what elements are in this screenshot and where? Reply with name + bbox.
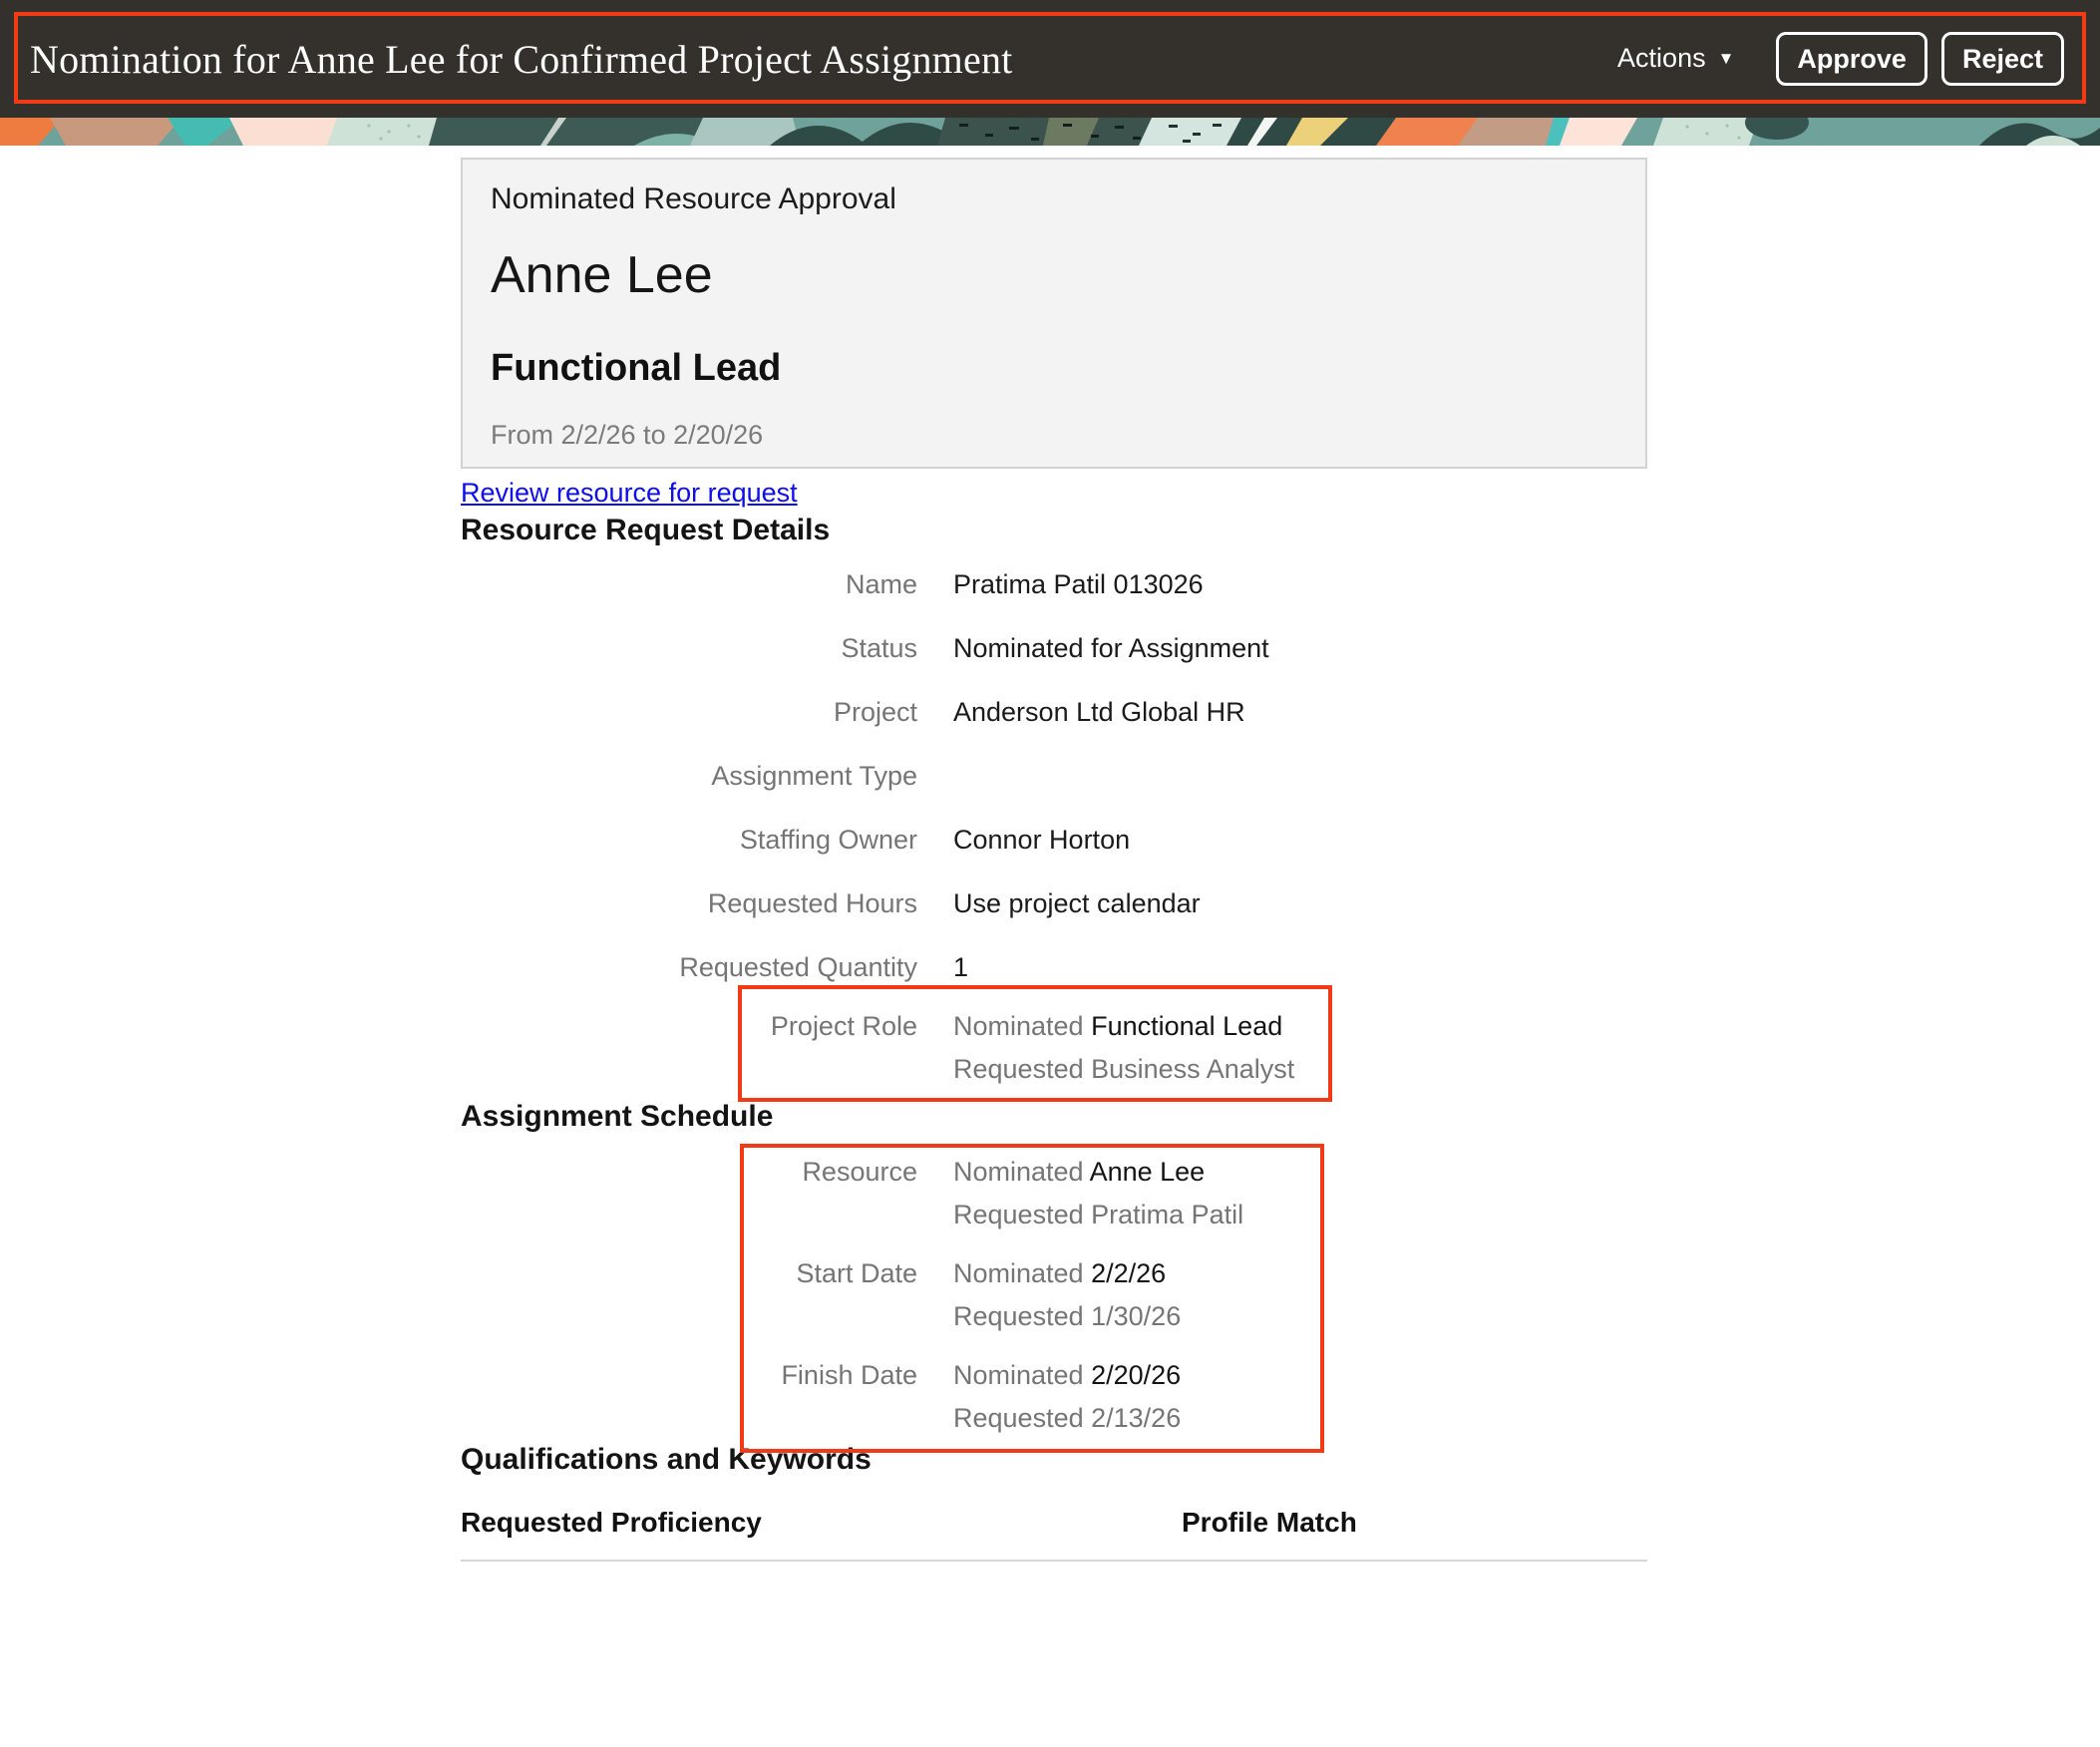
detail-row-project-role	[461, 999, 1647, 1097]
detail-label: Staffing Owner	[739, 824, 917, 855]
detail-label: Finish Date	[781, 1360, 917, 1390]
actions-menu-button[interactable]	[1611, 42, 1740, 75]
detail-label: Start Date	[796, 1258, 917, 1288]
detail-value: Nominated for Assignment	[953, 632, 1269, 663]
requested-line: Requested Business Analyst	[953, 1054, 1295, 1084]
schedule-row-resource	[461, 1151, 1647, 1236]
detail-value: 1	[953, 951, 969, 982]
page-title: Nomination for Anne Lee for Confirmed Project Assignment	[30, 36, 1013, 82]
nominated-line: Nominated 2/20/26	[953, 1360, 1182, 1390]
detail-value: Connor Horton	[953, 824, 1131, 855]
assignment-schedule-rows	[461, 1151, 1647, 1440]
section-heading-qualifications: Qualifications and Keywords	[461, 1443, 872, 1476]
detail-row-staffing-owner	[461, 808, 1647, 872]
table-divider	[461, 1560, 1647, 1562]
column-header-requested-proficiency: Requested Proficiency	[461, 1507, 762, 1538]
reject-button[interactable]: Reject	[1941, 32, 2064, 86]
resource-name: Anne Lee	[491, 246, 713, 304]
requested-line: Requested 2/13/26	[953, 1403, 1182, 1433]
approve-button[interactable]: Approve	[1776, 32, 1927, 86]
decorative-banner	[0, 118, 2100, 146]
review-resource-link[interactable]: Review resource for request	[461, 478, 798, 508]
card-eyebrow: Nominated Resource Approval	[491, 182, 896, 215]
detail-value	[953, 1005, 1647, 1091]
nominated-line: Nominated Functional Lead	[953, 1011, 1283, 1041]
summary-card	[461, 158, 1647, 469]
nominated-line: Nominated 2/2/26	[953, 1258, 1167, 1288]
detail-row-project	[461, 680, 1647, 744]
detail-value: Anderson Ltd Global HR	[953, 696, 1245, 727]
detail-row-assignment-type	[461, 744, 1647, 808]
detail-value	[953, 1354, 1647, 1440]
header-controls	[1611, 32, 2064, 86]
nominated-line: Nominated Anne Lee	[953, 1157, 1206, 1187]
detail-label: Project Role	[770, 1011, 917, 1041]
requested-line: Requested Pratima Patil	[953, 1200, 1244, 1229]
detail-value: Pratima Patil 013026	[953, 568, 1204, 599]
detail-value	[953, 1151, 1647, 1236]
chevron-down-icon: ▼	[1717, 49, 1735, 69]
detail-value	[953, 1252, 1647, 1338]
schedule-row-start-date	[461, 1252, 1647, 1338]
detail-row-requested-quantity	[461, 935, 1647, 999]
actions-menu-label: Actions	[1617, 43, 1706, 74]
detail-row-status	[461, 616, 1647, 680]
detail-label: Requested Quantity	[679, 951, 917, 982]
detail-value: Use project calendar	[953, 887, 1201, 918]
detail-label: Status	[841, 632, 917, 663]
resource-request-rows	[461, 552, 1647, 1097]
schedule-row-finish-date	[461, 1354, 1647, 1440]
main-content	[461, 158, 1647, 1562]
detail-row-requested-hours	[461, 872, 1647, 935]
detail-label: Project	[833, 696, 917, 727]
app-header	[0, 0, 2100, 118]
detail-row-name	[461, 552, 1647, 616]
detail-label: Resource	[802, 1157, 917, 1187]
requested-line: Requested 1/30/26	[953, 1301, 1182, 1331]
section-heading-assignment-schedule: Assignment Schedule	[461, 1100, 774, 1133]
column-header-profile-match: Profile Match	[1182, 1507, 1357, 1538]
qualifications-table-header	[461, 1504, 1647, 1542]
section-heading-resource-request-details: Resource Request Details	[461, 514, 831, 546]
detail-label: Requested Hours	[707, 887, 917, 918]
assignment-dates: From 2/2/26 to 2/20/26	[491, 420, 764, 450]
resource-role: Functional Lead	[491, 347, 782, 389]
detail-label: Name	[845, 568, 917, 599]
detail-label: Assignment Type	[711, 760, 917, 791]
